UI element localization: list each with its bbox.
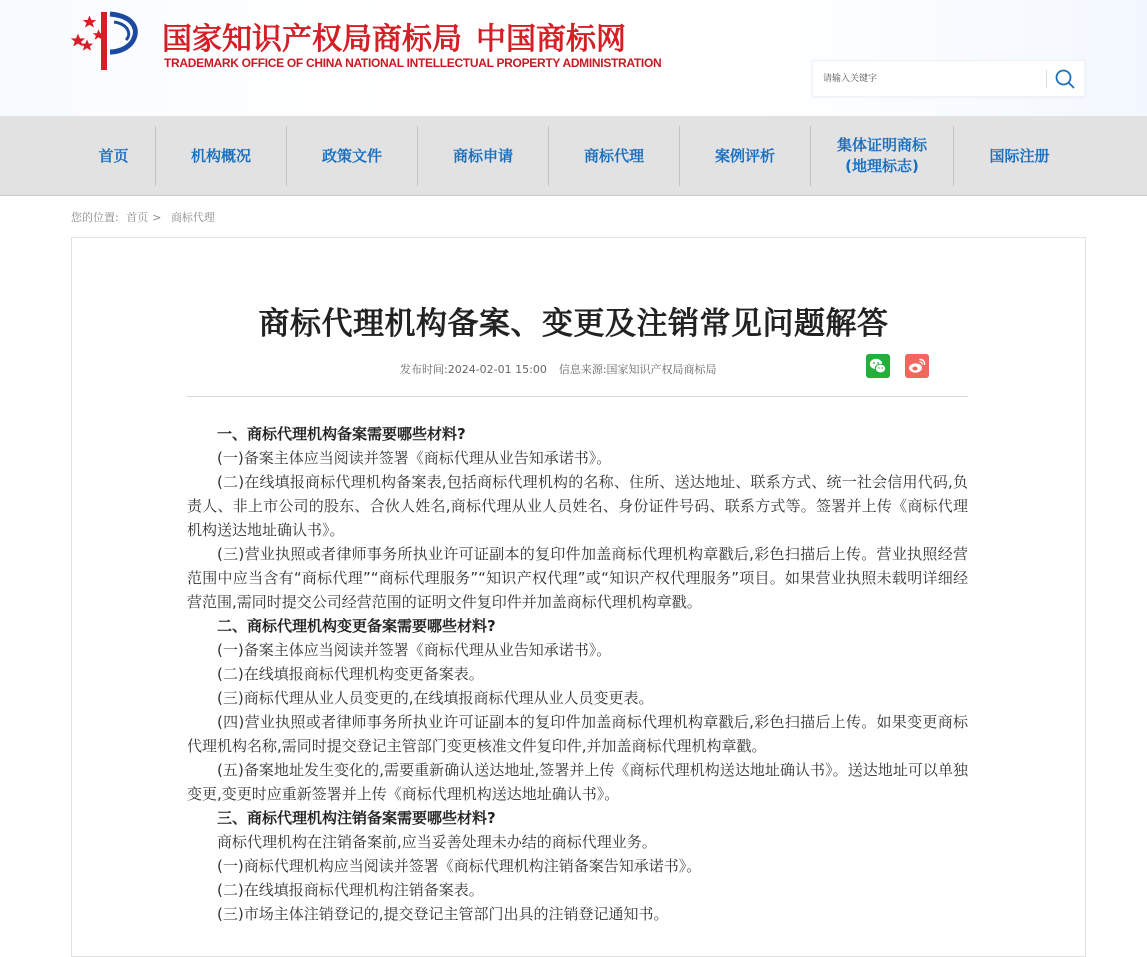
search-box: [812, 60, 1085, 97]
article-paragraph: 商标代理机构在注销备案前,应当妥善处理未办结的商标代理业务。: [217, 833, 657, 851]
site-logo-subtitle: TRADEMARK OFFICE OF CHINA NATIONAL INTELLECTUAL PROPERTY ADMINISTRATION: [164, 56, 662, 70]
article-paragraph: (五)备案地址发生变化的,需要重新确认送达地址,签署并上传《商标代理机构送达地址确认书》。送达地址可以单独变更,变更时应重新签署并上传《商标代理机构送达地址确认书》。: [187, 761, 968, 803]
nav-item-application[interactable]: 商标申请: [452, 146, 513, 165]
article-paragraph: (二)在线填报商标代理机构变更备案表。: [217, 665, 484, 683]
wechat-icon[interactable]: [866, 354, 890, 378]
publish-time: 发布时间:2024-02-01 15:00: [400, 363, 547, 376]
breadcrumb-current[interactable]: 商标代理: [170, 211, 215, 224]
site-logo-title: [162, 14, 626, 58]
article-paragraph: (三)营业执照或者律师事务所执业许可证副本的复印件加盖商标代理机构章戳后,彩色扫描后上传。营业执照经营范围中应当含有“商标代理”“商标代理服务”“知识产权代理”或“知识产权代理服务”项目。如果营业执照未载明详细经营范围,需同时提交公司经营范围的证明文件复印件并加盖商标代理机构章戳。: [187, 545, 968, 611]
search-icon[interactable]: [1053, 67, 1077, 91]
section-heading: 一、商标代理机构备案需要哪些材料?: [217, 425, 466, 443]
breadcrumb-home[interactable]: 首页: [126, 211, 149, 224]
nav-item-geographic-line1: 集体证明商标: [836, 136, 927, 154]
article-paragraph: (一)备案主体应当阅读并签署《商标代理从业告知承诺书》。: [217, 449, 612, 467]
article-paragraph: (二)在线填报商标代理机构备案表,包括商标代理机构的名称、住所、送达地址、联系方式、统一社会信用代码,负责人、非上市公司的股东、合伙人姓名,商标代理从业人员姓名、身份证件号码、联系方式等。签署并上传《商标代理机构送达地址确认书》。: [187, 473, 968, 539]
nav-item-international[interactable]: 国际注册: [989, 146, 1050, 165]
article-source: 信息来源:国家知识产权局商标局: [558, 363, 717, 376]
nav-item-cases[interactable]: 案例评析: [714, 146, 775, 165]
breadcrumb-prefix: 您的位置:: [71, 211, 119, 224]
breadcrumb: [71, 209, 219, 225]
article-paragraph: (四)营业执照或者律师事务所执业许可证副本的复印件加盖商标代理机构章戳后,彩色扫描后上传。如果变更商标代理机构名称,需同时提交登记主管部门变更核准文件复印件,并加盖商标代理机构章戳。: [187, 713, 968, 755]
weibo-icon[interactable]: [905, 354, 929, 378]
nav-item-home[interactable]: 首页: [98, 146, 129, 165]
article-paragraph: (一)商标代理机构应当阅读并签署《商标代理机构注销备案告知承诺书》。: [217, 857, 702, 875]
main-nav: [0, 116, 1147, 196]
article-title: 商标代理机构备案、变更及注销常见问题解答: [258, 306, 889, 342]
search-input[interactable]: [813, 61, 1045, 96]
logo-title-site: 中国商标网: [476, 22, 626, 57]
nav-item-agency[interactable]: 商标代理: [583, 146, 644, 165]
article-body: [187, 422, 968, 926]
breadcrumb-separator: >: [152, 211, 162, 224]
section-heading: 二、商标代理机构变更备案需要哪些材料?: [217, 617, 496, 635]
meta-divider: [187, 396, 968, 397]
section-heading: 三、商标代理机构注销备案需要哪些材料?: [217, 809, 496, 827]
article-paragraph: (三)商标代理从业人员变更的,在线填报商标代理从业人员变更表。: [217, 689, 654, 707]
nav-item-geographic-line2: (地理标志): [845, 157, 919, 175]
nav-item-policy[interactable]: 政策文件: [321, 146, 382, 165]
article-paragraph: (三)市场主体注销登记的,提交登记主管部门出具的注销登记通知书。: [217, 905, 669, 923]
article-meta: [400, 361, 717, 377]
cnipa-logo-icon[interactable]: [70, 8, 154, 74]
site-header: [0, 0, 1147, 116]
article-paragraph: (一)备案主体应当阅读并签署《商标代理从业告知承诺书》。: [217, 641, 612, 659]
logo-title-office: 国家知识产权局商标局: [162, 22, 462, 57]
nav-item-about[interactable]: 机构概况: [190, 146, 251, 165]
article-paragraph: (二)在线填报商标代理机构注销备案表。: [217, 881, 484, 899]
search-divider: [1046, 70, 1047, 88]
nav-item-geographic[interactable]: [811, 126, 953, 186]
